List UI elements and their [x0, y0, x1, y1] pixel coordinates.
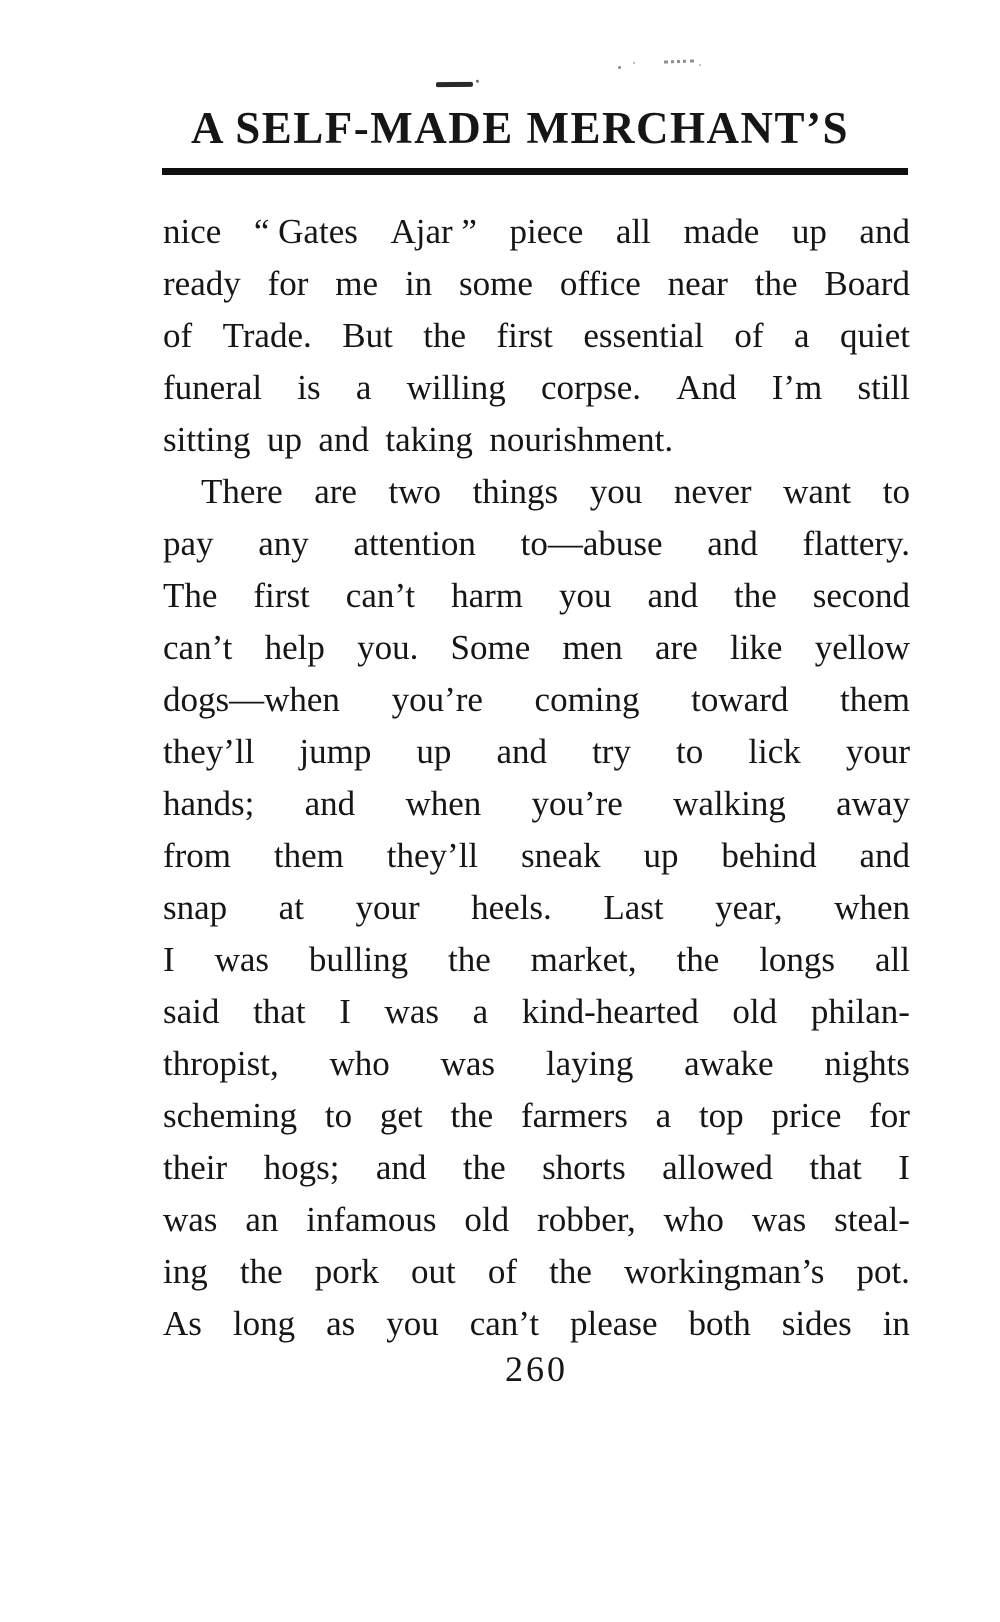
- word: laying: [545, 1044, 634, 1083]
- word: who: [329, 1044, 390, 1083]
- word: things: [472, 472, 559, 511]
- word: ready: [163, 264, 241, 303]
- word: of: [163, 316, 193, 355]
- word: for: [869, 1096, 910, 1135]
- text-line: [163, 362, 910, 414]
- word: as: [326, 1304, 356, 1343]
- word: was: [163, 1200, 218, 1239]
- header-rule: [162, 168, 908, 175]
- word: Ajar ”: [390, 212, 477, 251]
- word: I: [163, 940, 175, 979]
- text-line: [163, 1038, 910, 1090]
- word: sneak: [520, 836, 601, 875]
- word: workingman’s: [624, 1252, 825, 1291]
- word: that: [253, 992, 306, 1031]
- text-line: [163, 622, 910, 674]
- text-line: [163, 466, 910, 518]
- text-line: [163, 986, 910, 1038]
- word: to: [324, 1096, 353, 1135]
- word: flattery.: [802, 524, 910, 563]
- word: But: [342, 316, 393, 355]
- word: long: [232, 1304, 296, 1343]
- word: you: [589, 472, 643, 511]
- text-line: [163, 1090, 910, 1142]
- text-line: [163, 570, 910, 622]
- word: harm: [451, 576, 524, 615]
- scan-smudge-dash: [436, 82, 473, 87]
- word: men: [562, 628, 623, 667]
- word: and: [375, 1148, 427, 1187]
- word: toward: [691, 680, 789, 719]
- word: to: [882, 472, 910, 511]
- word: is: [297, 368, 321, 407]
- word: two: [388, 472, 441, 511]
- word: out: [411, 1252, 456, 1291]
- word: longs: [759, 940, 836, 979]
- word: And: [676, 368, 737, 407]
- word: thropist,: [163, 1044, 279, 1083]
- word: them: [839, 680, 910, 719]
- word: corpse.: [540, 368, 642, 407]
- text-line: [163, 726, 910, 778]
- word: steal-: [834, 1200, 910, 1239]
- word: pork: [314, 1252, 379, 1291]
- word: please: [570, 1304, 658, 1343]
- word: Last: [603, 888, 664, 927]
- word: the: [462, 1148, 506, 1187]
- word: a: [355, 368, 372, 407]
- page-title: A SELF-MADE MERCHANT’S: [190, 103, 850, 153]
- word: Trade.: [222, 316, 312, 355]
- text-line: [163, 206, 910, 258]
- word: first: [496, 316, 553, 355]
- scan-speck: [633, 62, 635, 64]
- word: can’t: [163, 628, 233, 667]
- word: farmers: [520, 1096, 628, 1135]
- word: of: [734, 316, 764, 355]
- text-line: [163, 830, 910, 882]
- word: piece: [509, 212, 584, 251]
- text-line: [163, 934, 910, 986]
- word: allowed: [662, 1148, 773, 1187]
- text-line: sitting up and taking nourishment.: [163, 420, 674, 459]
- word: funeral: [163, 368, 263, 407]
- word: year,: [715, 888, 783, 927]
- word: ing: [163, 1252, 208, 1291]
- word: up: [416, 732, 452, 771]
- word: nights: [824, 1044, 910, 1083]
- word: the: [549, 1252, 592, 1291]
- word: snap: [163, 888, 228, 927]
- word: made: [683, 212, 760, 251]
- word: “ Gates: [253, 212, 358, 251]
- word: was: [440, 1044, 496, 1083]
- word: you’re: [391, 680, 483, 719]
- word: dogs—when: [163, 680, 340, 719]
- word: said: [163, 992, 220, 1031]
- word: pot.: [856, 1252, 910, 1291]
- scan-speck: [699, 64, 701, 66]
- word: at: [278, 888, 304, 927]
- word: are: [655, 628, 698, 667]
- word: Some: [450, 628, 531, 667]
- word: The: [163, 576, 218, 615]
- text-line: [163, 1246, 910, 1298]
- word: to: [676, 732, 704, 771]
- word: and: [496, 732, 548, 771]
- word: jump: [299, 732, 372, 771]
- word: up: [791, 212, 827, 251]
- word: the: [676, 940, 720, 979]
- word: up: [643, 836, 679, 875]
- word: away: [836, 784, 910, 823]
- text-line: [163, 1298, 910, 1350]
- word: philan-: [810, 992, 910, 1031]
- word: they’ll: [386, 836, 479, 875]
- word: and: [647, 576, 699, 615]
- word: robber,: [537, 1200, 636, 1239]
- word: infamous: [306, 1200, 437, 1239]
- word: willing: [406, 368, 506, 407]
- word: you: [386, 1304, 439, 1343]
- word: you’re: [531, 784, 623, 823]
- text-block: [163, 206, 910, 1350]
- text-line: [163, 518, 910, 570]
- word: market,: [530, 940, 637, 979]
- word: some: [459, 264, 533, 303]
- word: and: [304, 784, 356, 823]
- word: an: [245, 1200, 279, 1239]
- word: get: [379, 1096, 423, 1135]
- word: and: [859, 836, 910, 875]
- word: second: [812, 576, 910, 615]
- word: office: [559, 264, 641, 303]
- text-line: [163, 1194, 910, 1246]
- word: was: [751, 1200, 807, 1239]
- text-line: [163, 778, 910, 830]
- word: I: [898, 1148, 910, 1187]
- word: and: [707, 524, 758, 563]
- page-number: 260: [505, 1349, 568, 1389]
- word: old: [464, 1200, 510, 1239]
- word: nice: [163, 212, 222, 251]
- word: There: [201, 472, 283, 511]
- word: their: [163, 1148, 228, 1187]
- word: they’ll: [163, 732, 255, 771]
- word: lick: [748, 732, 801, 771]
- word: when: [834, 888, 910, 927]
- word: for: [267, 264, 309, 303]
- word: coming: [534, 680, 640, 719]
- word: yellow: [814, 628, 910, 667]
- word: never: [673, 472, 752, 511]
- word: all: [615, 212, 651, 251]
- text-line: [163, 1142, 910, 1194]
- scan-speck-row: [664, 59, 694, 63]
- word: a: [655, 1096, 672, 1135]
- word: awake: [684, 1044, 774, 1083]
- word: the: [448, 940, 491, 979]
- word: any: [258, 524, 309, 563]
- word: price: [771, 1096, 842, 1135]
- word: me: [335, 264, 379, 303]
- word: essential: [583, 316, 704, 355]
- word: a: [793, 316, 810, 355]
- word: Board: [824, 264, 910, 303]
- word: when: [405, 784, 482, 823]
- text-line: [163, 258, 910, 310]
- word: your: [845, 732, 910, 771]
- word: scheming: [163, 1096, 298, 1135]
- word: still: [857, 368, 910, 407]
- word: you.: [357, 628, 419, 667]
- word: from: [163, 836, 232, 875]
- word: near: [667, 264, 728, 303]
- word: the: [754, 264, 798, 303]
- word: quiet: [840, 316, 910, 355]
- word: are: [314, 472, 357, 511]
- word: in: [404, 264, 433, 303]
- text-line: [163, 674, 910, 726]
- word: heels.: [471, 888, 552, 927]
- word: first: [253, 576, 310, 615]
- word: the: [734, 576, 777, 615]
- word: As: [163, 1304, 202, 1343]
- text-line: [163, 310, 910, 362]
- word: bulling: [308, 940, 409, 979]
- word: help: [264, 628, 325, 667]
- word: them: [273, 836, 344, 875]
- word: a: [472, 992, 489, 1031]
- word: was: [384, 992, 439, 1031]
- word: both: [688, 1304, 751, 1343]
- word: can’t: [469, 1304, 540, 1343]
- word: all: [874, 940, 910, 979]
- word: you: [559, 576, 612, 615]
- word: old: [732, 992, 778, 1031]
- word: top: [698, 1096, 744, 1135]
- word: was: [214, 940, 269, 979]
- word: kind-hearted: [521, 992, 699, 1031]
- word: I’m: [771, 368, 823, 407]
- word: behind: [721, 836, 817, 875]
- word: shorts: [542, 1148, 626, 1187]
- word: try: [592, 732, 631, 771]
- word: hands;: [163, 784, 255, 823]
- word: the: [239, 1252, 283, 1291]
- scan-speck: [618, 66, 621, 69]
- word: like: [729, 628, 783, 667]
- word: who: [663, 1200, 724, 1239]
- word: walking: [673, 784, 786, 823]
- word: sides: [781, 1304, 852, 1343]
- word: attention: [353, 524, 476, 563]
- word: the: [423, 316, 467, 355]
- word: of: [487, 1252, 518, 1291]
- word: want: [783, 472, 852, 511]
- word: I: [339, 992, 351, 1031]
- word: pay: [163, 524, 214, 563]
- word: and: [859, 212, 910, 251]
- word: the: [450, 1096, 494, 1135]
- word: can’t: [345, 576, 416, 615]
- text-line: [163, 882, 910, 934]
- word: hogs;: [263, 1148, 340, 1187]
- word: in: [882, 1304, 910, 1343]
- word: to—abuse: [520, 524, 663, 563]
- word: that: [809, 1148, 862, 1187]
- word: your: [355, 888, 420, 927]
